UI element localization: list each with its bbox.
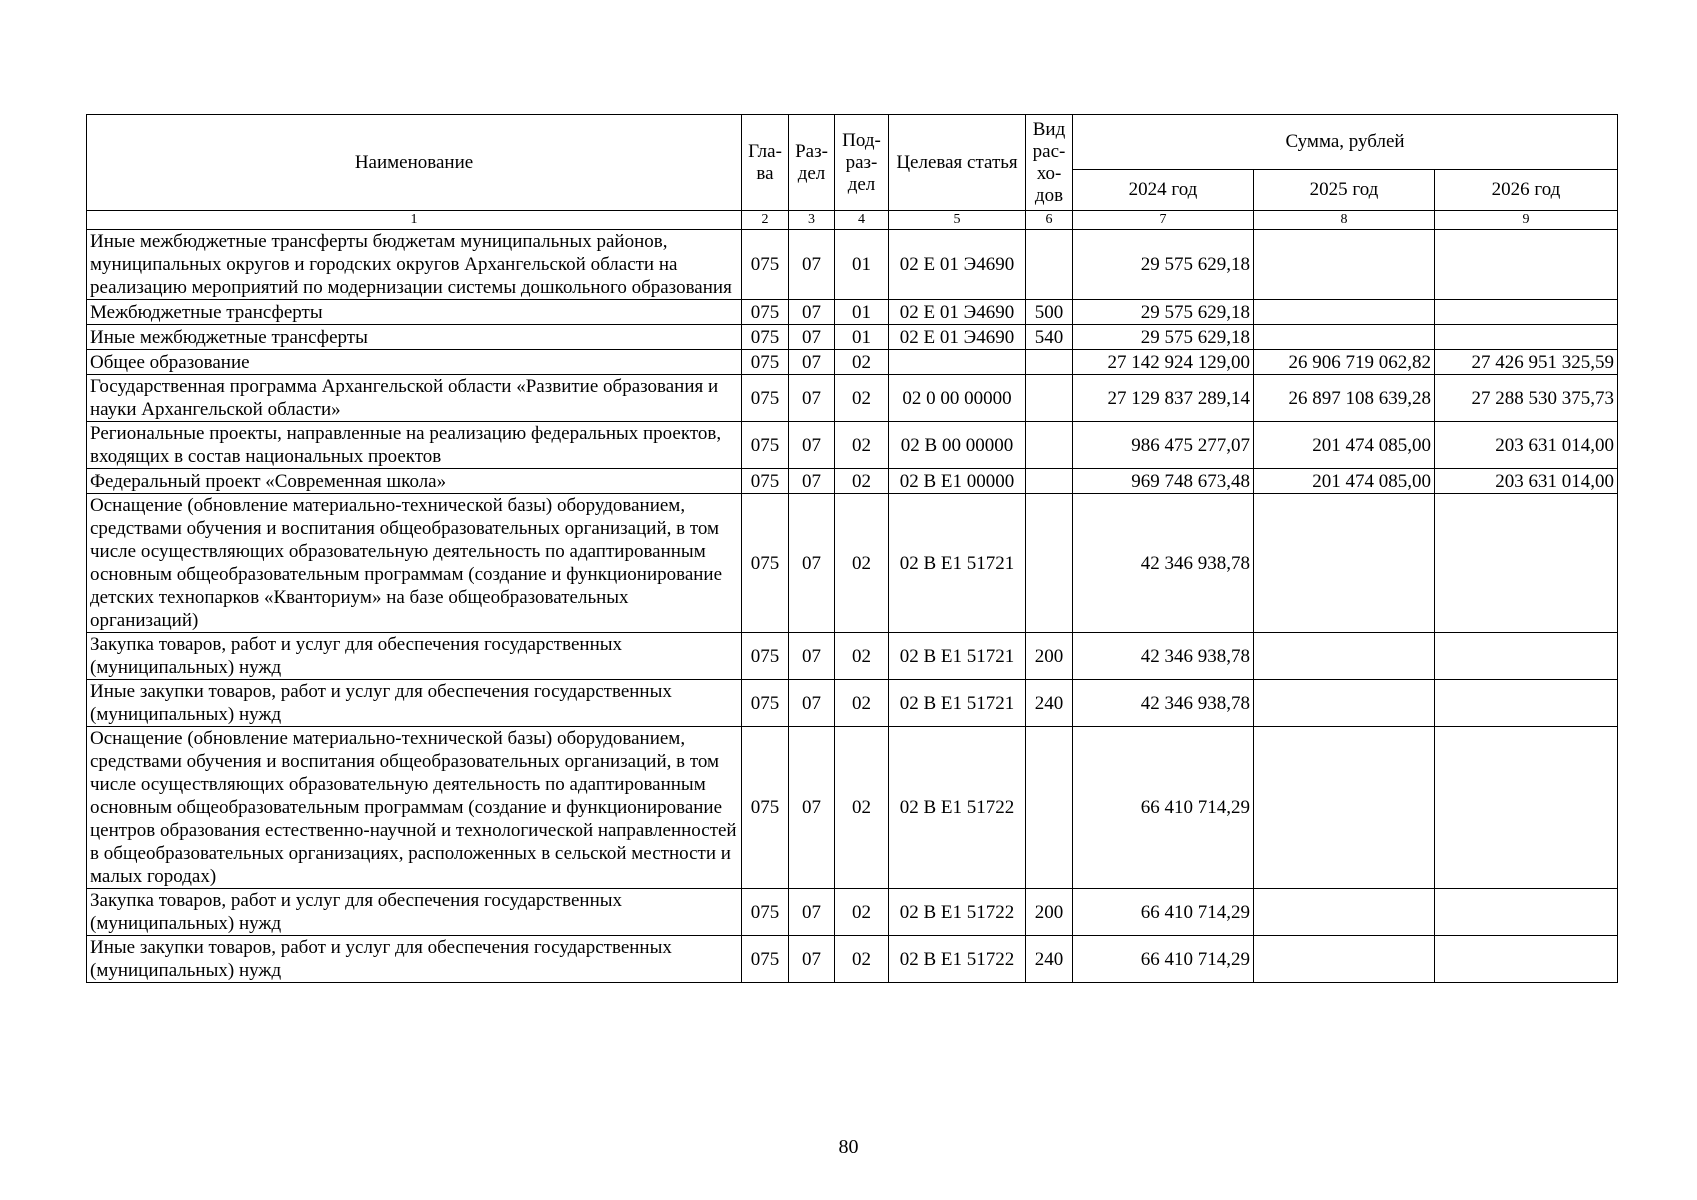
row-amount-2026: 27 288 530 375,73 bbox=[1435, 375, 1618, 422]
budget-table bbox=[86, 114, 1618, 983]
row-expense-type bbox=[1026, 727, 1073, 889]
table-row bbox=[87, 889, 1618, 936]
table-row bbox=[87, 230, 1618, 300]
column-number: 3 bbox=[789, 211, 835, 230]
row-amount-2024: 29 575 629,18 bbox=[1073, 325, 1254, 350]
table-row bbox=[87, 350, 1618, 375]
row-podrazdel: 02 bbox=[835, 469, 889, 494]
row-amount-2025 bbox=[1254, 325, 1435, 350]
row-amount-2025: 201 474 085,00 bbox=[1254, 422, 1435, 469]
row-amount-2026 bbox=[1435, 494, 1618, 633]
row-amount-2026 bbox=[1435, 325, 1618, 350]
row-amount-2024: 29 575 629,18 bbox=[1073, 230, 1254, 300]
column-number: 1 bbox=[87, 211, 742, 230]
row-razdel: 07 bbox=[789, 300, 835, 325]
row-amount-2025 bbox=[1254, 300, 1435, 325]
row-razdel: 07 bbox=[789, 494, 835, 633]
row-target-article: 02 В Е1 51722 bbox=[889, 936, 1026, 983]
row-razdel: 07 bbox=[789, 936, 835, 983]
row-name: Закупка товаров, работ и услуг для обеспечения государственных (муниципальных) нужд bbox=[87, 889, 742, 936]
header-row-1 bbox=[87, 115, 1618, 170]
row-target-article bbox=[889, 350, 1026, 375]
row-glava: 075 bbox=[742, 633, 789, 680]
row-target-article: 02 Е 01 Э4690 bbox=[889, 325, 1026, 350]
header-expense-type: Вид рас-хо-дов bbox=[1026, 115, 1073, 211]
row-glava: 075 bbox=[742, 936, 789, 983]
table-row bbox=[87, 633, 1618, 680]
row-glava: 075 bbox=[742, 469, 789, 494]
row-amount-2025: 26 897 108 639,28 bbox=[1254, 375, 1435, 422]
header-razdel: Раз-дел bbox=[789, 115, 835, 211]
row-glava: 075 bbox=[742, 494, 789, 633]
row-amount-2026 bbox=[1435, 230, 1618, 300]
table-row bbox=[87, 936, 1618, 983]
column-number: 2 bbox=[742, 211, 789, 230]
row-expense-type: 200 bbox=[1026, 889, 1073, 936]
row-podrazdel: 02 bbox=[835, 727, 889, 889]
column-number: 5 bbox=[889, 211, 1026, 230]
row-target-article: 02 В Е1 51722 bbox=[889, 727, 1026, 889]
row-name: Межбюджетные трансферты bbox=[87, 300, 742, 325]
column-number: 8 bbox=[1254, 211, 1435, 230]
column-number: 4 bbox=[835, 211, 889, 230]
row-expense-type: 240 bbox=[1026, 936, 1073, 983]
row-target-article: 02 Е 01 Э4690 bbox=[889, 230, 1026, 300]
row-name: Федеральный проект «Современная школа» bbox=[87, 469, 742, 494]
row-amount-2026 bbox=[1435, 680, 1618, 727]
row-amount-2024: 66 410 714,29 bbox=[1073, 889, 1254, 936]
table-body bbox=[87, 230, 1618, 983]
row-amount-2024: 66 410 714,29 bbox=[1073, 936, 1254, 983]
row-expense-type: 540 bbox=[1026, 325, 1073, 350]
row-razdel: 07 bbox=[789, 230, 835, 300]
row-podrazdel: 02 bbox=[835, 633, 889, 680]
row-amount-2024: 27 142 924 129,00 bbox=[1073, 350, 1254, 375]
header-glava: Гла-ва bbox=[742, 115, 789, 211]
row-glava: 075 bbox=[742, 300, 789, 325]
row-razdel: 07 bbox=[789, 469, 835, 494]
header-year-2025: 2025 год bbox=[1254, 170, 1435, 211]
row-name: Оснащение (обновление материально-технической базы) оборудованием, средствами обучения и воспитания общеобразовательных организаций, в том числе осуществляющих образовательную деятельность по адаптированным основным общеобразовательным программам (создание и функционирование детских технопарков «Кванториум» на базе общеобразовательных организаций) bbox=[87, 494, 742, 633]
table-row bbox=[87, 469, 1618, 494]
row-name: Иные межбюджетные трансферты bbox=[87, 325, 742, 350]
row-name: Закупка товаров, работ и услуг для обеспечения государственных (муниципальных) нужд bbox=[87, 633, 742, 680]
row-glava: 075 bbox=[742, 422, 789, 469]
row-amount-2025: 26 906 719 062,82 bbox=[1254, 350, 1435, 375]
row-glava: 075 bbox=[742, 350, 789, 375]
row-expense-type bbox=[1026, 494, 1073, 633]
row-target-article: 02 0 00 00000 bbox=[889, 375, 1026, 422]
row-amount-2026: 203 631 014,00 bbox=[1435, 469, 1618, 494]
row-target-article: 02 Е 01 Э4690 bbox=[889, 300, 1026, 325]
row-amount-2024: 986 475 277,07 bbox=[1073, 422, 1254, 469]
table-row bbox=[87, 680, 1618, 727]
row-glava: 075 bbox=[742, 727, 789, 889]
row-amount-2025 bbox=[1254, 727, 1435, 889]
row-amount-2024: 66 410 714,29 bbox=[1073, 727, 1254, 889]
row-name: Иные закупки товаров, работ и услуг для обеспечения государственных (муниципальных) нужд bbox=[87, 680, 742, 727]
row-amount-2025 bbox=[1254, 633, 1435, 680]
row-amount-2026 bbox=[1435, 936, 1618, 983]
row-podrazdel: 01 bbox=[835, 230, 889, 300]
table-header bbox=[87, 115, 1618, 230]
row-amount-2025: 201 474 085,00 bbox=[1254, 469, 1435, 494]
row-amount-2026 bbox=[1435, 727, 1618, 889]
row-amount-2026 bbox=[1435, 300, 1618, 325]
row-razdel: 07 bbox=[789, 633, 835, 680]
row-amount-2025 bbox=[1254, 230, 1435, 300]
row-name: Иные межбюджетные трансферты бюджетам муниципальных районов, муниципальных округов и городских округов Архангельской области на реализацию мероприятий по модернизации системы дошкольного образования bbox=[87, 230, 742, 300]
column-number: 6 bbox=[1026, 211, 1073, 230]
table-row bbox=[87, 422, 1618, 469]
row-amount-2024: 29 575 629,18 bbox=[1073, 300, 1254, 325]
row-expense-type bbox=[1026, 422, 1073, 469]
row-podrazdel: 02 bbox=[835, 375, 889, 422]
row-target-article: 02 В Е1 51721 bbox=[889, 494, 1026, 633]
header-sum: Сумма, рублей bbox=[1073, 115, 1618, 170]
row-podrazdel: 01 bbox=[835, 300, 889, 325]
row-amount-2024: 42 346 938,78 bbox=[1073, 633, 1254, 680]
table-row bbox=[87, 494, 1618, 633]
row-amount-2025 bbox=[1254, 936, 1435, 983]
header-year-2026: 2026 год bbox=[1435, 170, 1618, 211]
row-expense-type: 500 bbox=[1026, 300, 1073, 325]
row-target-article: 02 В 00 00000 bbox=[889, 422, 1026, 469]
row-razdel: 07 bbox=[789, 375, 835, 422]
table-row bbox=[87, 375, 1618, 422]
header-podrazdel: Под-раз-дел bbox=[835, 115, 889, 211]
row-razdel: 07 bbox=[789, 422, 835, 469]
row-razdel: 07 bbox=[789, 727, 835, 889]
row-amount-2024: 42 346 938,78 bbox=[1073, 680, 1254, 727]
row-podrazdel: 02 bbox=[835, 889, 889, 936]
row-target-article: 02 В Е1 51721 bbox=[889, 680, 1026, 727]
row-name: Региональные проекты, направленные на реализацию федеральных проектов, входящих в состав национальных проектов bbox=[87, 422, 742, 469]
row-podrazdel: 02 bbox=[835, 494, 889, 633]
row-amount-2024: 27 129 837 289,14 bbox=[1073, 375, 1254, 422]
row-expense-type: 200 bbox=[1026, 633, 1073, 680]
row-podrazdel: 02 bbox=[835, 936, 889, 983]
row-glava: 075 bbox=[742, 889, 789, 936]
row-expense-type: 240 bbox=[1026, 680, 1073, 727]
row-glava: 075 bbox=[742, 325, 789, 350]
row-amount-2026 bbox=[1435, 633, 1618, 680]
row-name: Оснащение (обновление материально-технической базы) оборудованием, средствами обучения и воспитания общеобразовательных организаций, в том числе осуществляющих образовательную деятельность по адаптированным основным общеобразовательным программам (создание и функционирование центров образования естественно-научной и технологической направленностей в общеобразовательных организациях, расположенных в сельской местности и малых городах) bbox=[87, 727, 742, 889]
row-podrazdel: 02 bbox=[835, 350, 889, 375]
row-expense-type bbox=[1026, 469, 1073, 494]
row-amount-2025 bbox=[1254, 494, 1435, 633]
row-amount-2025 bbox=[1254, 889, 1435, 936]
row-glava: 075 bbox=[742, 375, 789, 422]
column-number: 7 bbox=[1073, 211, 1254, 230]
row-amount-2025 bbox=[1254, 680, 1435, 727]
row-name: Общее образование bbox=[87, 350, 742, 375]
page-number: 80 bbox=[838, 1136, 859, 1158]
column-number-row bbox=[87, 211, 1618, 230]
row-expense-type bbox=[1026, 375, 1073, 422]
row-podrazdel: 01 bbox=[835, 325, 889, 350]
row-razdel: 07 bbox=[789, 350, 835, 375]
row-glava: 075 bbox=[742, 680, 789, 727]
row-target-article: 02 В Е1 00000 bbox=[889, 469, 1026, 494]
header-year-2024: 2024 год bbox=[1073, 170, 1254, 211]
row-target-article: 02 В Е1 51721 bbox=[889, 633, 1026, 680]
row-amount-2024: 42 346 938,78 bbox=[1073, 494, 1254, 633]
column-number: 9 bbox=[1435, 211, 1618, 230]
row-name: Государственная программа Архангельской области «Развитие образования и науки Архангельской области» bbox=[87, 375, 742, 422]
row-amount-2026: 203 631 014,00 bbox=[1435, 422, 1618, 469]
row-name: Иные закупки товаров, работ и услуг для обеспечения государственных (муниципальных) нужд bbox=[87, 936, 742, 983]
header-name: Наименование bbox=[87, 115, 742, 211]
row-amount-2026: 27 426 951 325,59 bbox=[1435, 350, 1618, 375]
row-podrazdel: 02 bbox=[835, 422, 889, 469]
row-expense-type bbox=[1026, 230, 1073, 300]
table-row bbox=[87, 727, 1618, 889]
header-target-article: Целевая статья bbox=[889, 115, 1026, 211]
row-expense-type bbox=[1026, 350, 1073, 375]
table-row bbox=[87, 325, 1618, 350]
row-razdel: 07 bbox=[789, 325, 835, 350]
row-amount-2024: 969 748 673,48 bbox=[1073, 469, 1254, 494]
row-amount-2026 bbox=[1435, 889, 1618, 936]
row-glava: 075 bbox=[742, 230, 789, 300]
row-razdel: 07 bbox=[789, 680, 835, 727]
row-razdel: 07 bbox=[789, 889, 835, 936]
table-row bbox=[87, 300, 1618, 325]
row-target-article: 02 В Е1 51722 bbox=[889, 889, 1026, 936]
row-podrazdel: 02 bbox=[835, 680, 889, 727]
